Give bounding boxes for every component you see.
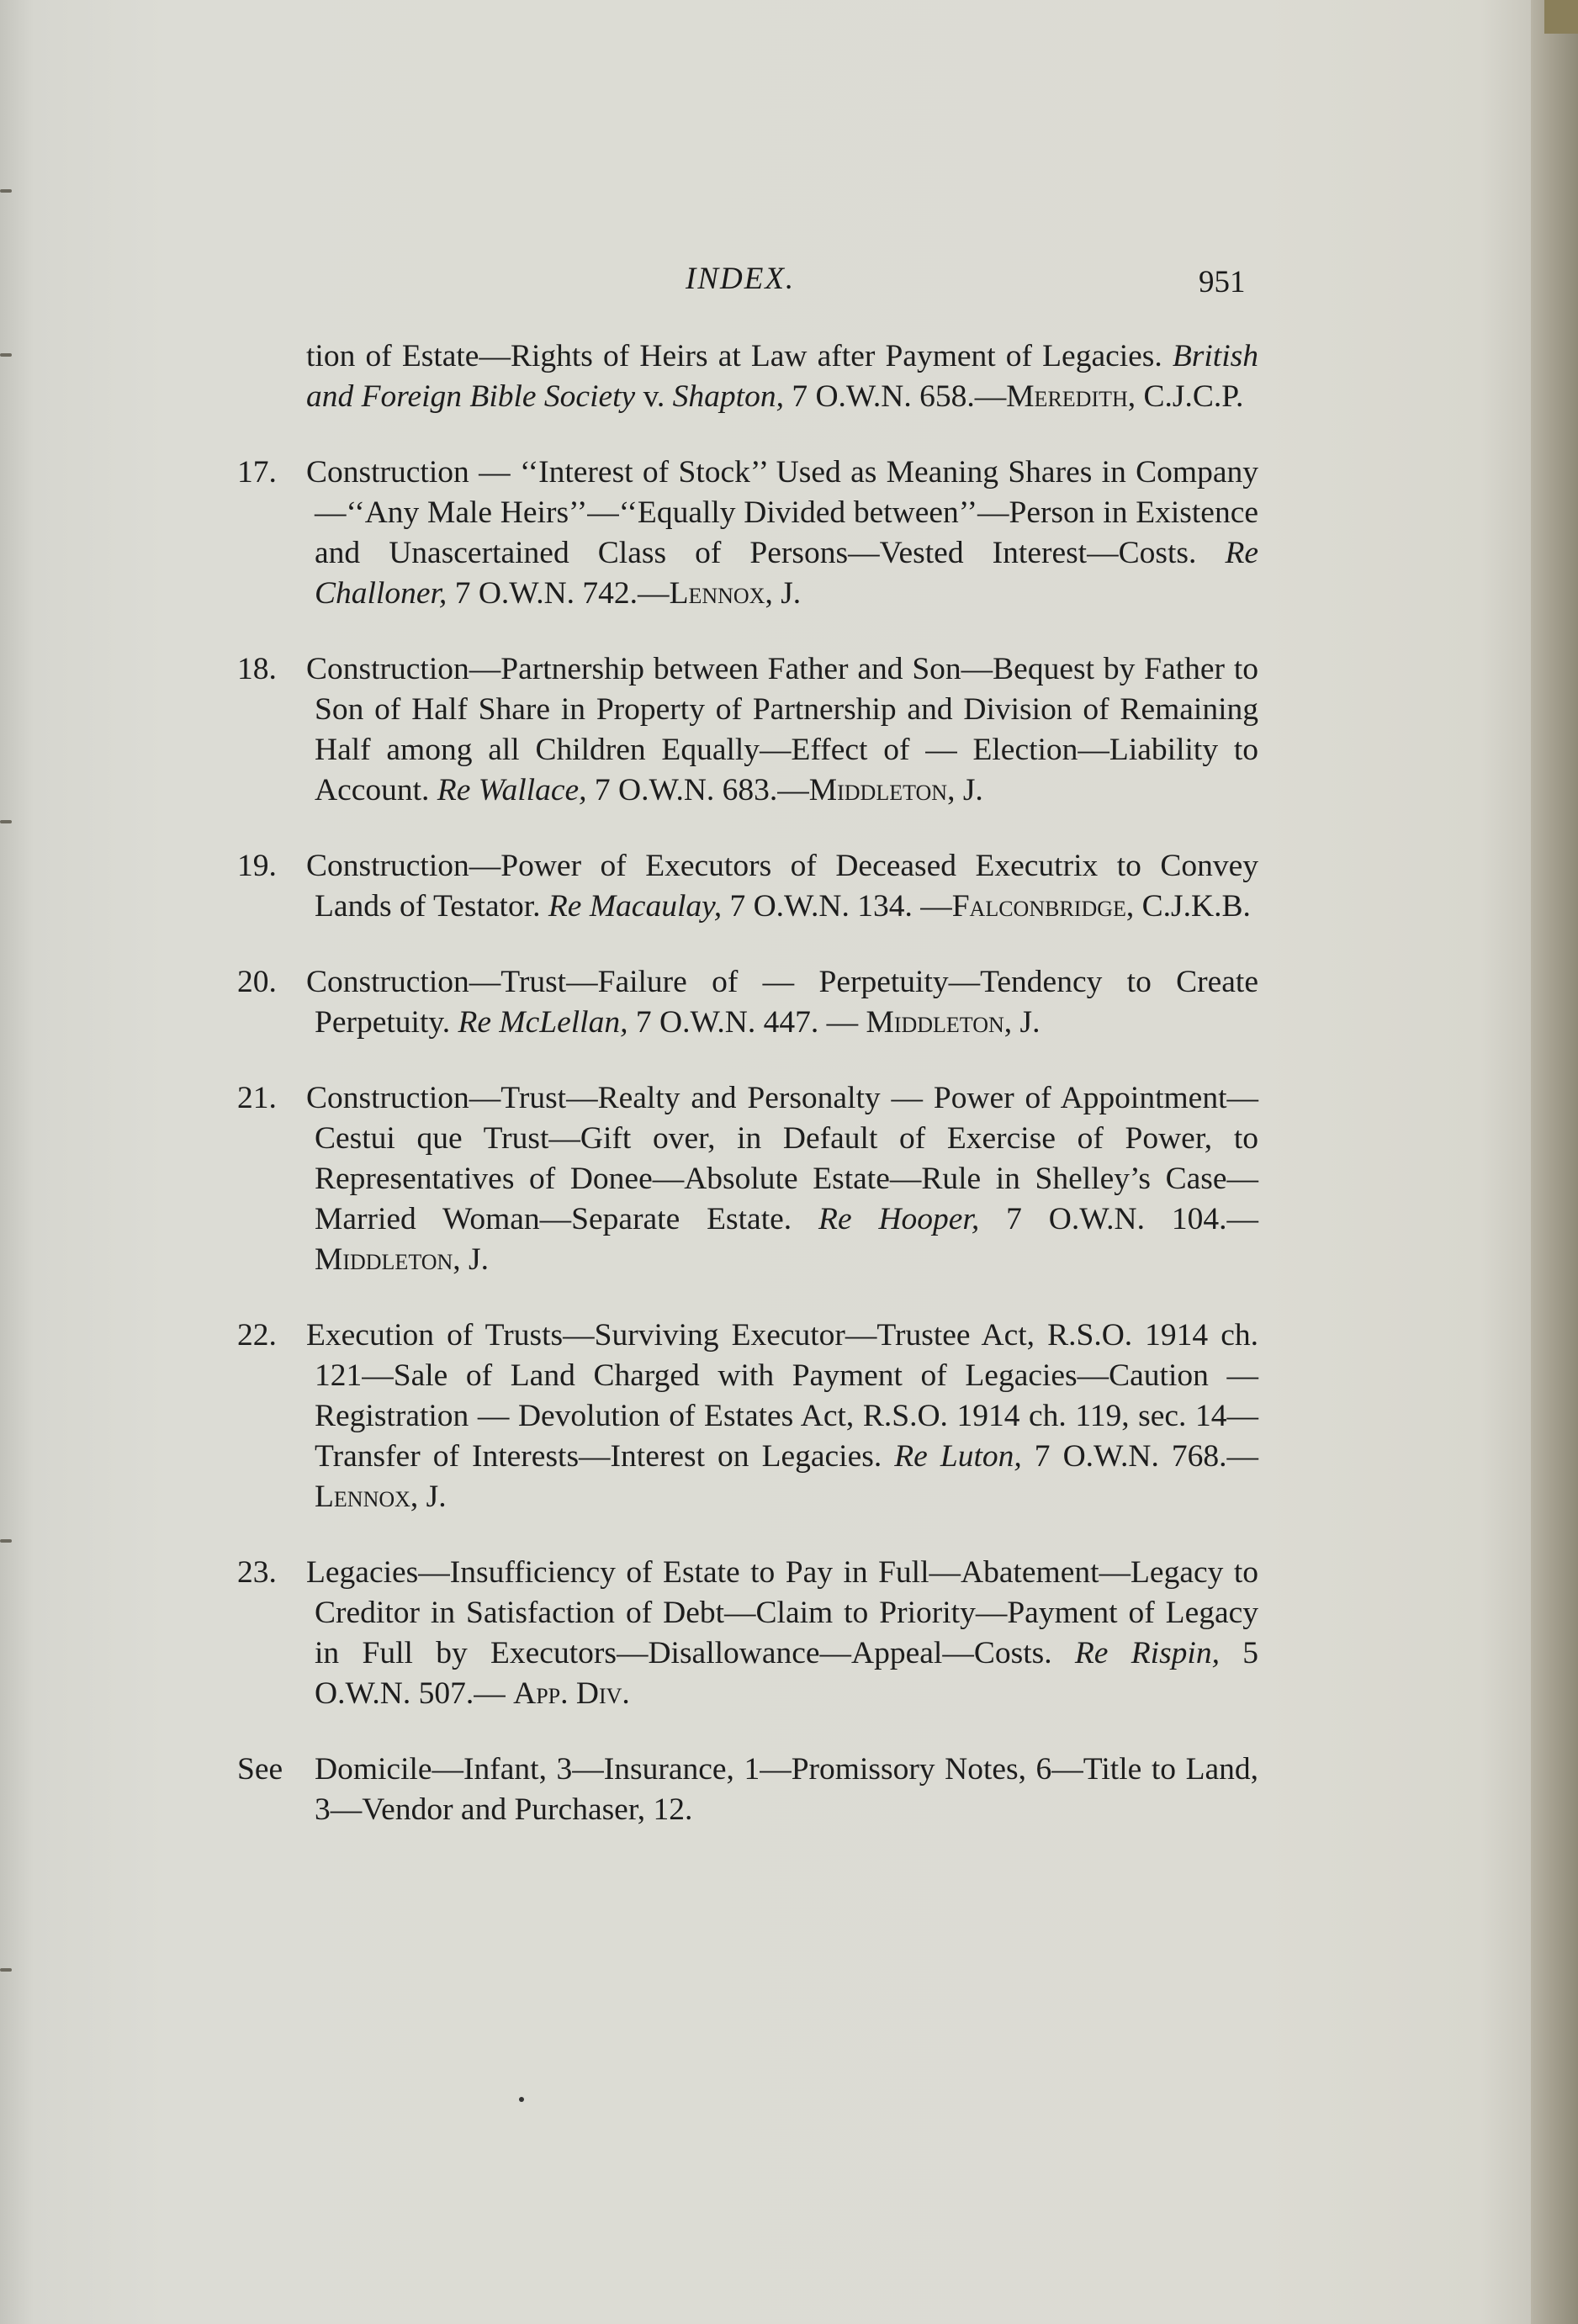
index-entry bbox=[237, 962, 1258, 1043]
entry-text: Construction—Trust—Failure of — Perpetuity—Tendency to Create Perpetuity. bbox=[306, 965, 1258, 1040]
entry-text: Legacies—Insufficiency of Estate to Pay in Full—Abatement—Legacy to Creditor in Satisfaction of Debt—Claim to Priority—Payment of Legacy in Full by Executors—Disallowance—Appeal—Costs. bbox=[306, 1555, 1258, 1670]
case-name: Shapton, bbox=[672, 379, 784, 414]
page-header bbox=[0, 261, 1531, 311]
judge: Middleton, J. bbox=[866, 1005, 1041, 1040]
entry-text: Construction—Power of Executors of Deceased Executrix to Convey Lands of Testator. bbox=[306, 849, 1258, 924]
binding-thread bbox=[0, 1539, 12, 1543]
judge: Falconbridge, C.J.K.B. bbox=[951, 889, 1251, 924]
judge: Middleton, J. bbox=[315, 1242, 490, 1277]
case-name: Re Rispin, bbox=[1074, 1636, 1220, 1670]
judge: Lennox, J. bbox=[669, 576, 802, 611]
index-entry bbox=[237, 846, 1258, 927]
citation: 7 O.W.N. 658.— bbox=[783, 379, 1007, 414]
book-gutter bbox=[1531, 0, 1578, 2324]
index-body bbox=[237, 336, 1258, 1830]
judge: Lennox, J. bbox=[315, 1480, 447, 1514]
entry-number: 18. bbox=[237, 652, 277, 686]
case-name: British and Foreign Bible Society bbox=[306, 339, 1258, 414]
index-entry bbox=[237, 649, 1258, 811]
citation: 7 O.W.N. 447. — bbox=[627, 1005, 866, 1040]
citation: 7 O.W.N. 104.— bbox=[979, 1202, 1258, 1236]
spine-edge bbox=[1544, 0, 1578, 34]
binding-thread bbox=[0, 820, 12, 823]
index-entry bbox=[237, 453, 1258, 614]
citation: 5 O.W.N. 507.— bbox=[315, 1636, 1259, 1711]
entry-number: 19. bbox=[237, 849, 277, 883]
entry-number: 20. bbox=[237, 965, 277, 999]
entry-text: Construction—Trust—Realty and Personalty — Power of Appointment—Cestui que Trust—Gift over, in Default of Exercise of Power, to Representatives of Donee—Absolute Estate—Rule in Shelley’s Case—Married Woman—Separate Estate. bbox=[306, 1081, 1258, 1236]
case-name: Re Hooper, bbox=[818, 1202, 980, 1236]
see-also-entry bbox=[237, 1750, 1258, 1830]
entry-number: 21. bbox=[237, 1081, 277, 1115]
entry-text: Construction — ‘‘Interest of Stock’’ Used as Meaning Shares in Company—‘‘Any Male Heirs’’—‘‘Equally Divided between’’—Person in Existence and Unascertained Class of Persons—Vested Interest—Costs. bbox=[306, 455, 1258, 570]
citation: 7 O.W.N. 683.— bbox=[586, 773, 809, 807]
case-name: Re Macaulay, bbox=[548, 889, 723, 924]
index-entry bbox=[237, 1078, 1258, 1280]
entry-text: tion of Estate—Rights of Heirs at Law after Payment of Legacies. bbox=[306, 339, 1173, 373]
case-name: Re McLellan, bbox=[458, 1005, 628, 1040]
judge: App. Div. bbox=[513, 1676, 630, 1711]
judge: Meredith, C.J.C.P. bbox=[1006, 379, 1244, 414]
citation: 7 O.W.N. 742.— bbox=[447, 576, 670, 611]
see-also-label: See bbox=[237, 1752, 283, 1787]
judge: Middleton, J. bbox=[808, 773, 983, 807]
see-also-text: Domicile—Infant, 3—Insurance, 1—Promissory Notes, 6—Title to Land, 3—Vendor and Purchaser, 12. bbox=[315, 1752, 1258, 1827]
index-entry bbox=[237, 1553, 1258, 1714]
ink-speck bbox=[519, 2097, 524, 2102]
running-head: INDEX. bbox=[686, 262, 796, 296]
entry-number: 17. bbox=[237, 455, 277, 490]
case-name: Re Wallace, bbox=[437, 773, 587, 807]
binding-thread bbox=[0, 353, 12, 357]
binding-thread bbox=[0, 1968, 12, 1972]
entry-number: 22. bbox=[237, 1318, 277, 1353]
entry-text: Execution of Trusts—Surviving Executor—Trustee Act, R.S.O. 1914 ch. 121—Sale of Land Charged with Payment of Legacies—Caution — Registration — Devolution of Estates Act, R.S.O. 1914 ch. 119, sec. 14—Transfer of Interests—Interest on Legacies. bbox=[306, 1318, 1258, 1474]
case-name: Re Luton, bbox=[894, 1439, 1022, 1474]
citation: 7 O.W.N. 134. — bbox=[722, 889, 952, 924]
entry-text: v. bbox=[635, 379, 673, 414]
index-entry-continuation bbox=[237, 336, 1258, 417]
case-name: Re Challoner, bbox=[315, 536, 1258, 611]
entry-number: 23. bbox=[237, 1555, 277, 1590]
page-number: 951 bbox=[1199, 265, 1246, 299]
binding-thread bbox=[0, 189, 12, 193]
citation: 7 O.W.N. 768.— bbox=[1021, 1439, 1258, 1474]
index-entry bbox=[237, 1316, 1258, 1517]
entry-text: Construction—Partnership between Father and Son—Bequest by Father to Son of Half Share in Property of Partnership and Division of Remaining Half among all Children Equally—Effect of — Election—Liability to Account. bbox=[306, 652, 1258, 807]
